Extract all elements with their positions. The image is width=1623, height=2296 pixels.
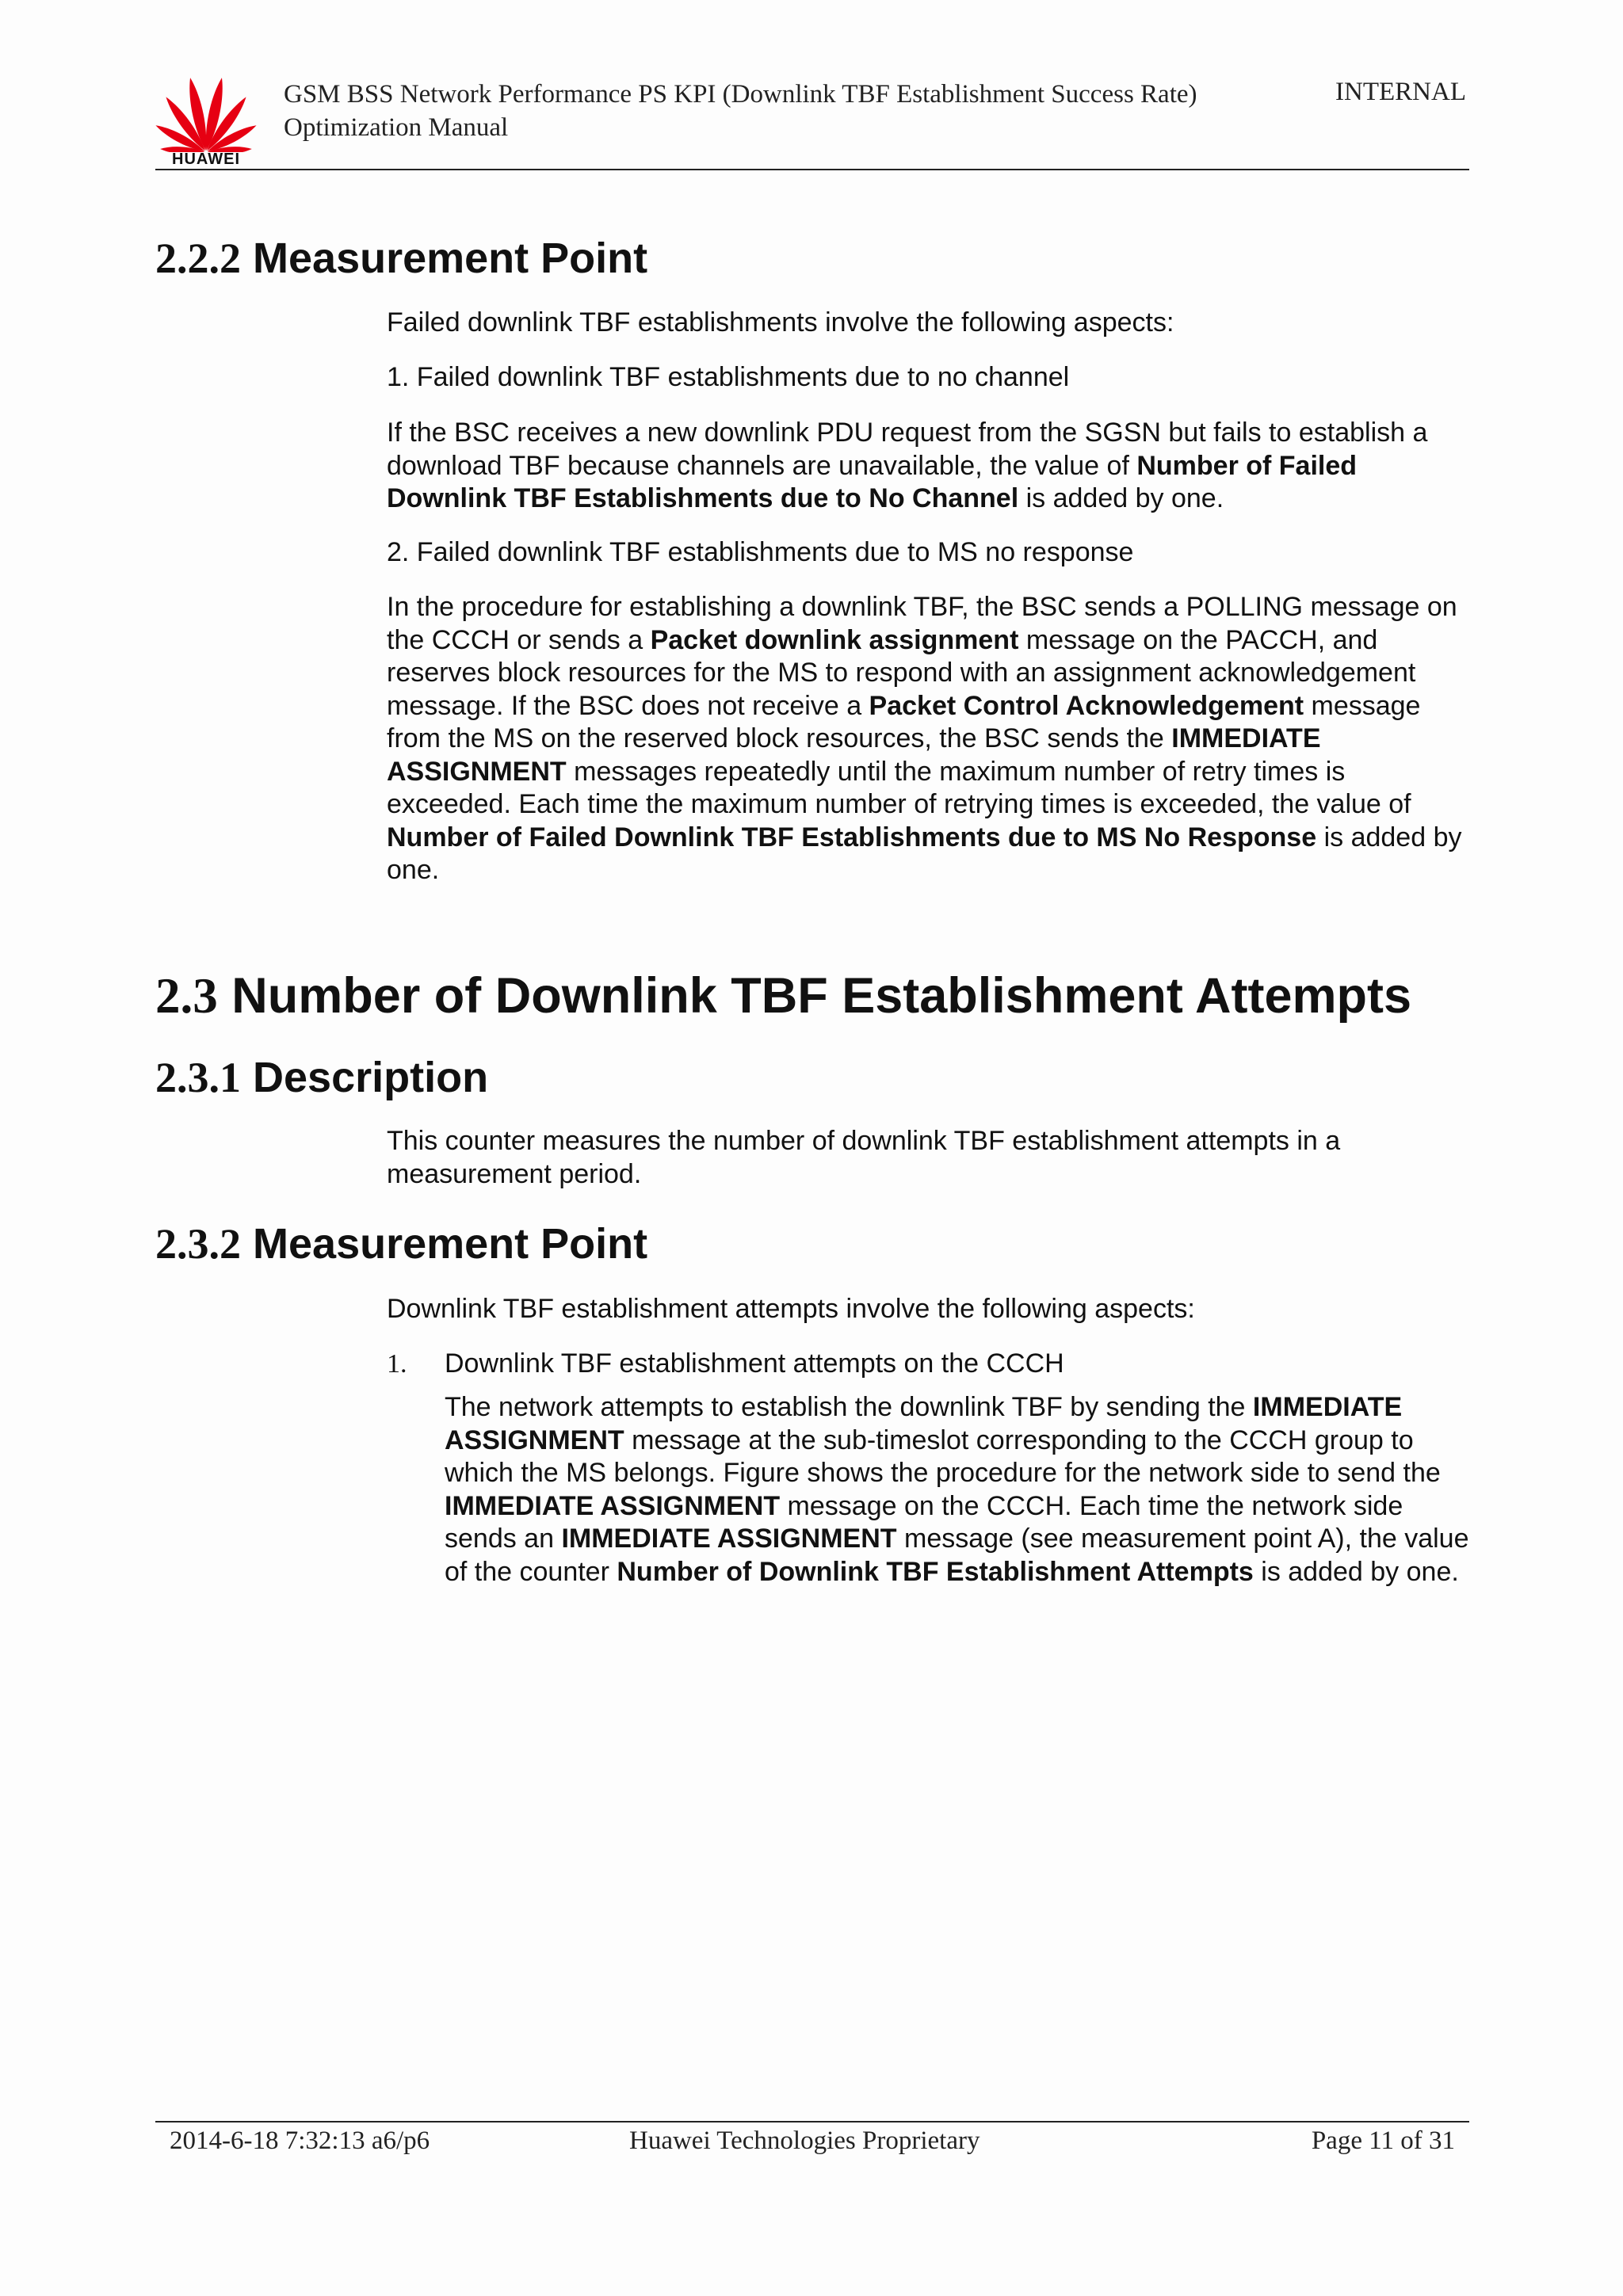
section-number: 2.3 <box>155 968 218 1024</box>
heading-2-3 <box>155 968 1411 1024</box>
section-number: 2.3.1 <box>155 1054 241 1101</box>
text-run: message on the PACCH, and reserves block resources for the MS to respond with an assignment acknowledgement message. If the BSC does not receive a <box>387 624 1416 721</box>
paragraph-no-channel <box>387 417 1472 516</box>
message-name: Packet Control Acknowledgement <box>869 690 1304 721</box>
paragraph-description: This counter measures the number of downlink TBF establishment attempts in a measurement period. <box>387 1126 1341 1189</box>
heading-2-3-2 <box>155 1220 647 1268</box>
text-run: is added by one. <box>387 822 1462 885</box>
text-run: If the BSC receives a new downlink PDU request from the SGSN but fails to establish a download TBF because channels are unavailable, the value of <box>387 418 1428 481</box>
logo-wordmark: HUAWEI <box>172 151 240 168</box>
huawei-flower-icon <box>155 73 257 152</box>
section-number: 2.2.2 <box>155 235 241 282</box>
text-run: message (see measurement point A), the value of the counter <box>445 1524 1469 1587</box>
section-title: Number of Downlink TBF Establishment Attempts <box>231 968 1412 1024</box>
section-title: Measurement Point <box>253 1220 648 1268</box>
paragraph-intro: Downlink TBF establishment attempts involve the following aspects: <box>387 1294 1195 1324</box>
list-item-heading: 1. Failed downlink TBF establishments due to no channel <box>387 362 1070 392</box>
message-name: IMMEDIATE ASSIGNMENT <box>561 1524 897 1554</box>
footer-datetime: 2014-6-18 7:32:13 a6/p6 <box>170 2126 430 2155</box>
header-divider <box>155 169 1469 170</box>
list-item-heading: 2. Failed downlink TBF establishments due to MS no response <box>387 537 1134 567</box>
text-run: In the procedure for establishing a downlink TBF, the BSC sends a POLLING message on the CCCH or sends a <box>387 592 1457 655</box>
footer-proprietary: Huawei Technologies Proprietary <box>629 2126 980 2155</box>
heading-2-3-1 <box>155 1054 488 1101</box>
paragraph-ccch-attempts <box>445 1391 1475 1589</box>
footer-divider <box>155 2121 1469 2122</box>
text-run: message at the sub-timeslot corresponding to the CCCH group to which the MS belongs. Figure shows the procedure for the network side to send the <box>445 1425 1441 1488</box>
message-name: IMMEDIATE ASSIGNMENT <box>387 723 1321 787</box>
text-run: message on the CCCH. Each time the network side sends an <box>445 1490 1403 1554</box>
paragraph-ms-no-response <box>387 591 1472 887</box>
paragraph-intro: Failed downlink TBF establishments involve the following aspects: <box>387 307 1174 338</box>
message-name: IMMEDIATE ASSIGNMENT <box>445 1490 781 1521</box>
text-run: The network attempts to establish the downlink TBF by sending the <box>445 1392 1253 1422</box>
section-number: 2.3.2 <box>155 1220 241 1268</box>
section-title: Description <box>253 1054 489 1101</box>
message-name: Packet downlink assignment <box>650 624 1019 655</box>
classification-label: INTERNAL <box>1335 78 1466 106</box>
section-title: Measurement Point <box>253 235 648 282</box>
page-number: Page 11 of 31 <box>1311 2126 1455 2155</box>
text-run: is added by one. <box>1253 1556 1459 1587</box>
counter-name: Number of Failed Downlink TBF Establishments due to MS No Response <box>387 822 1317 852</box>
text-run: is added by one. <box>1018 483 1224 513</box>
counter-name: Number of Downlink TBF Establishment Attempts <box>617 1556 1254 1587</box>
document-title: GSM BSS Network Performance PS KPI (Downlink TBF Establishment Success Rate) Optimization Manual <box>284 80 1197 142</box>
list-item-heading: Downlink TBF establishment attempts on the CCCH <box>445 1348 1064 1379</box>
text-run: messages repeatedly until the maximum number of retry times is exceeded. Each time the maximum number of retrying times is exceeded, the value of <box>387 756 1411 819</box>
list-number: 1. <box>387 1349 407 1379</box>
message-name: IMMEDIATE ASSIGNMENT <box>445 1392 1403 1455</box>
counter-name: Number of Failed Downlink TBF Establishments due to No Channel <box>387 450 1358 513</box>
heading-2-2-2 <box>155 235 647 282</box>
text-run: message from the MS on the reserved block resources, the BSC sends the <box>387 690 1421 753</box>
